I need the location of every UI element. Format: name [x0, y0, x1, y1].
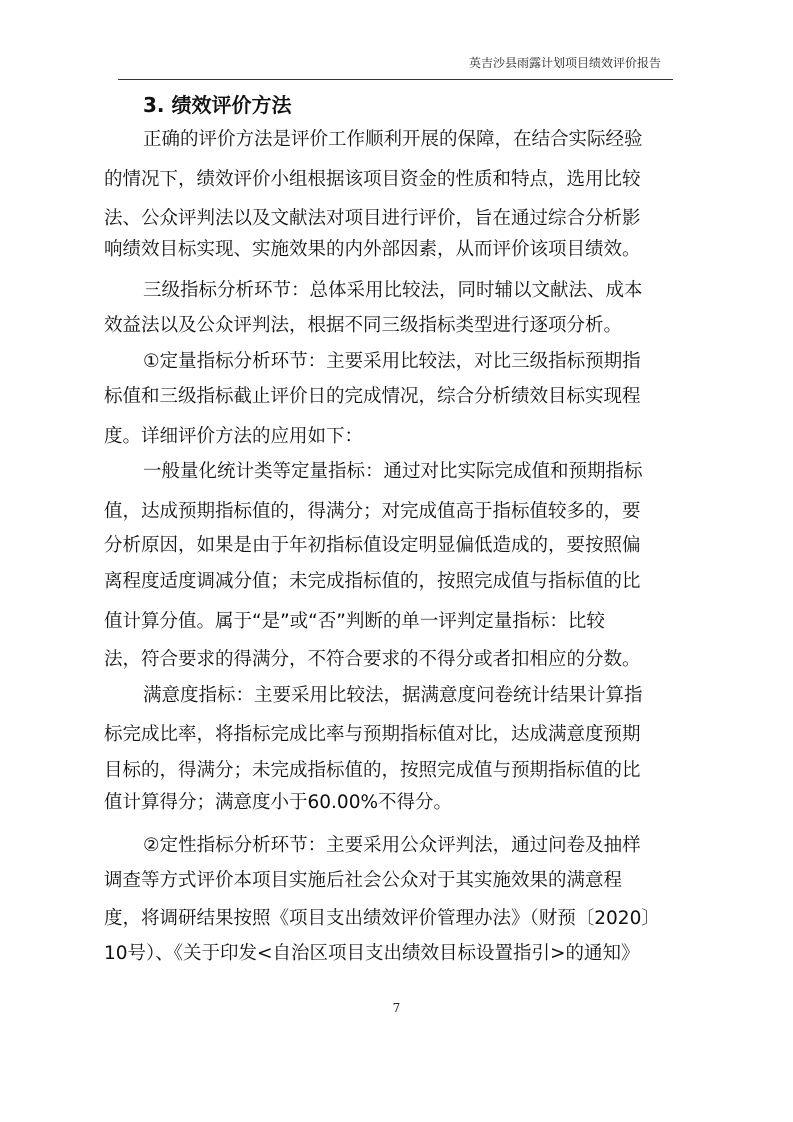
text-line: 值计算分值。属于“是”或“否”判断的单一评判定量指标：比较 [104, 611, 605, 632]
text-line: 度。详细评价方法的应用如下： [104, 426, 364, 447]
text-line: 值计算得分；满意度小于60.00%不得分。 [104, 792, 453, 813]
header-rule [118, 79, 673, 80]
text-line: 离程度适度调减分值；未完成指标值的，按照完成值与指标值的比 [104, 571, 641, 592]
text-line: 三级指标分析环节：总体采用比较法，同时辅以文献法、成本 [143, 280, 643, 301]
section-title: 3. 绩效评价方法 [143, 93, 292, 117]
text-line: 值，达成预期指标值的，得满分；对完成值高于指标值较多的，要 [104, 501, 641, 522]
page-header [118, 50, 673, 80]
text-line: 满意度指标：主要采用比较法，据满意度问卷统计结果计算指 [143, 685, 643, 706]
text-line: 效益法以及公众评判法，根据不同三级指标类型进行逐项分析。 [104, 315, 623, 336]
text-line: 调查等方式评价本项目实施后社会公众对于其实施效果的满意程 [104, 870, 623, 891]
header-title: 英吉沙县雨露计划项目绩效评价报告 [468, 56, 661, 70]
text-line: ①定量指标分析环节：主要采用比较法，对比三级指标预期指 [143, 351, 641, 372]
text-line: 法、公众评判法以及文献法对项目进行评价，旨在通过综合分析影 [104, 208, 641, 229]
text-line: 正确的评价方法是评价工作顺利开展的保障，在结合实际经验 [143, 129, 643, 150]
text-line: 的情况下，绩效评价小组根据该项目资金的性质和特点，选用比较 [104, 169, 641, 190]
text-line: 一般量化统计类等定量指标：通过对比实际完成值和预期指标 [143, 461, 643, 482]
text-line: 标值和三级指标截止评价日的完成情况，综合分析绩效目标实现程 [104, 386, 641, 407]
text-line: 分析原因，如果是由于年初指标值设定明显偏低造成的，要按照偏 [104, 535, 641, 556]
text-line: 法，符合要求的得满分，不符合要求的不得分或者扣相应的分数。 [104, 649, 641, 670]
page-number: 7 [392, 1001, 401, 1015]
text-line: 10号）、《关于印发<自治区项目支出绩效目标设置指引>的通知》 [104, 943, 640, 964]
text-line: 目标的，得满分；未完成指标值的，按照完成值与预期指标值的比 [104, 760, 641, 781]
text-line: 标完成比率，将指标完成比率与预期指标值对比，达成满意度预期 [104, 724, 641, 745]
text-line: 度，将调研结果按照《项目支出绩效评价管理办法》（财预〔2020〕 [104, 908, 660, 929]
text-line: ②定性指标分析环节：主要采用公众评判法，通过问卷及抽样 [143, 835, 641, 856]
text-line: 响绩效目标实现、实施效果的内外部因素，从而评价该项目绩效。 [104, 239, 641, 260]
